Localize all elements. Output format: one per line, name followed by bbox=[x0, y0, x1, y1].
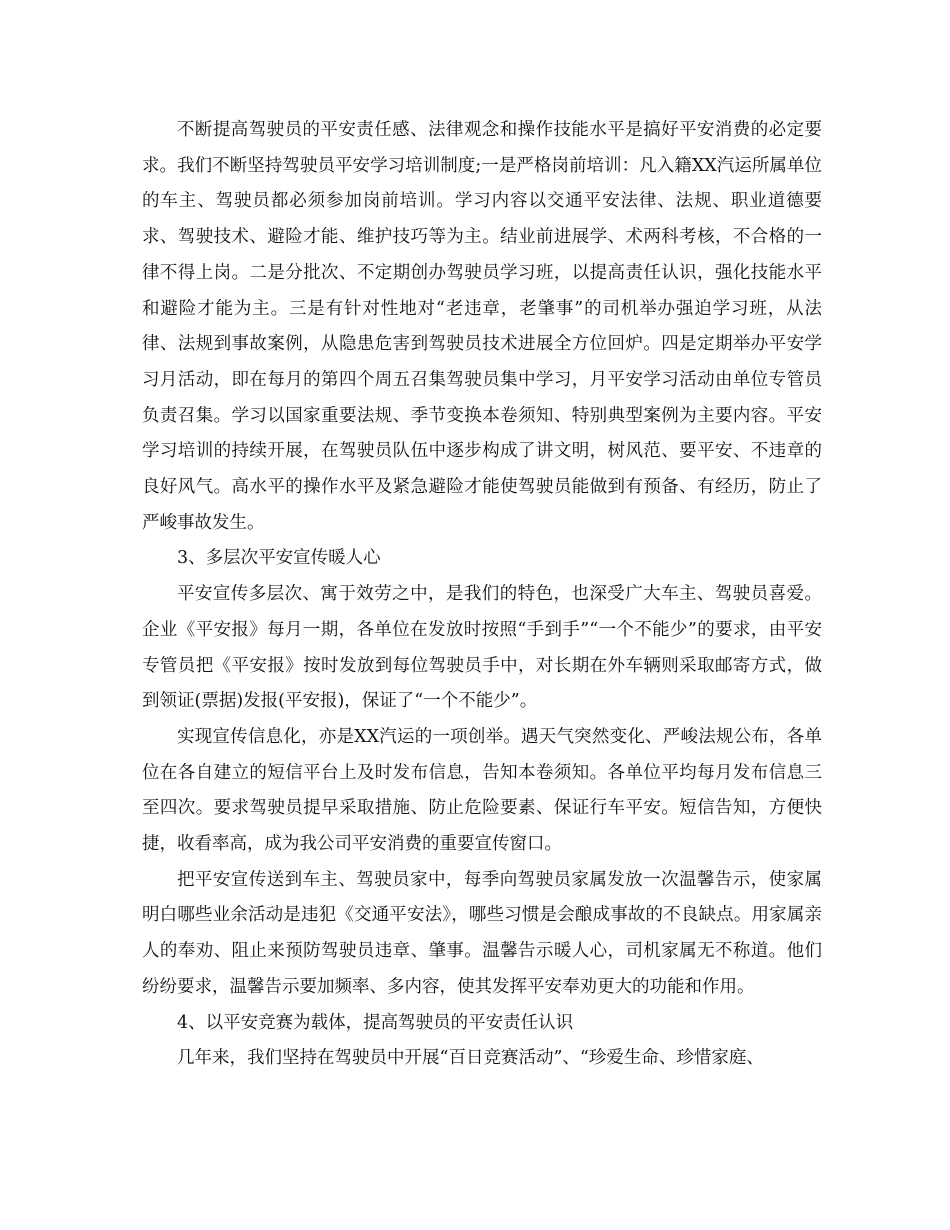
paragraph-safety-newspaper: 平安宣传多层次、寓于效劳之中，是我们的特色，也深受广大车主、驾驶员喜爱。企业《平安报》每月一期，各单位在发放时按照“手到手”“一个不能少”的要求，由平安专管员把《平安报》按时发放到每位驾驶员手中，对长期在外车辆则采取邮寄方式，做到领证(票据)发报(平安报)，保证了“一个不能少”。 bbox=[142, 584, 822, 712]
heading-section-3: 3、多层次平安宣传暖人心 bbox=[177, 548, 381, 569]
paragraph-family-notice: 把平安宣传送到车主、驾驶员家中，每季向驾驶员家属发放一次温馨告示，使家属明白哪些业余活动是违犯《交通平安法》，哪些习惯是会酿成事故的不良缺点。用家属亲人的奉劝、阻止来预防驾驶员违章、肇事。温馨告示暖人心，司机家属无不称道。他们纷纷要求，温馨告示要加频率、多内容，使其发挥平安奉劝更大的功能和作用。 bbox=[142, 869, 822, 997]
document-body bbox=[142, 113, 822, 1077]
heading-section-4: 4、以平安竞赛为载体，提高驾驶员的平安责任认识 bbox=[177, 1012, 574, 1033]
paragraph-competition: 几年来，我们坚持在驾驶员中开展“百日竞赛活动”、“珍爱生命、珍惜家庭、 bbox=[177, 1048, 764, 1069]
paragraph-driver-training: 不断提高驾驶员的平安责任感、法律观念和操作技能水平是搞好平安消费的必定要求。我们不断坚持驾驶员平安学习培训制度;一是严格岗前培训：凡入籍XX汽运所属单位的车主、驾驶员都必须参加岗前培训。学习内容以交通平安法律、法规、职业道德要求、驾驶技术、避险才能、维护技巧等为主。结业前进展学、术两科考核，不合格的一律不得上岗。二是分批次、不定期创办驾驶员学习班，以提高责任认识，强化技能水平和避险才能为主。三是有针对性地对“老违章，老肇事”的司机举办强迫学习班，从法律、法规到事故案例，从隐患危害到驾驶员技术进展全方位回炉。四是定期举办平安学习月活动，即在每月的第四个周五召集驾驶员集中学习，月平安学习活动由单位专管员负责召集。学习以国家重要法规、季节变换本卷须知、特别典型案例为主要内容。平安学习培训的持续开展，在驾驶员队伍中逐步构成了讲文明，树风范、要平安、不违章的良好风气。高水平的操作水平及紧急避险才能使驾驶员能做到有预备、有经历，防止了严峻事故发生。 bbox=[142, 120, 822, 533]
paragraph-sms-notification: 实现宣传信息化，亦是XX汽运的一项创举。遇天气突然变化、严峻法规公布，各单位在各自建立的短信平台上及时发布信息，告知本卷须知。各单位平均每月发布信息三至四次。要求驾驶员提早采取措施、防止危险要素、保证行车平安。短信告知，方便快捷，收看率高，成为我公司平安消费的重要宣传窗口。 bbox=[142, 726, 822, 855]
